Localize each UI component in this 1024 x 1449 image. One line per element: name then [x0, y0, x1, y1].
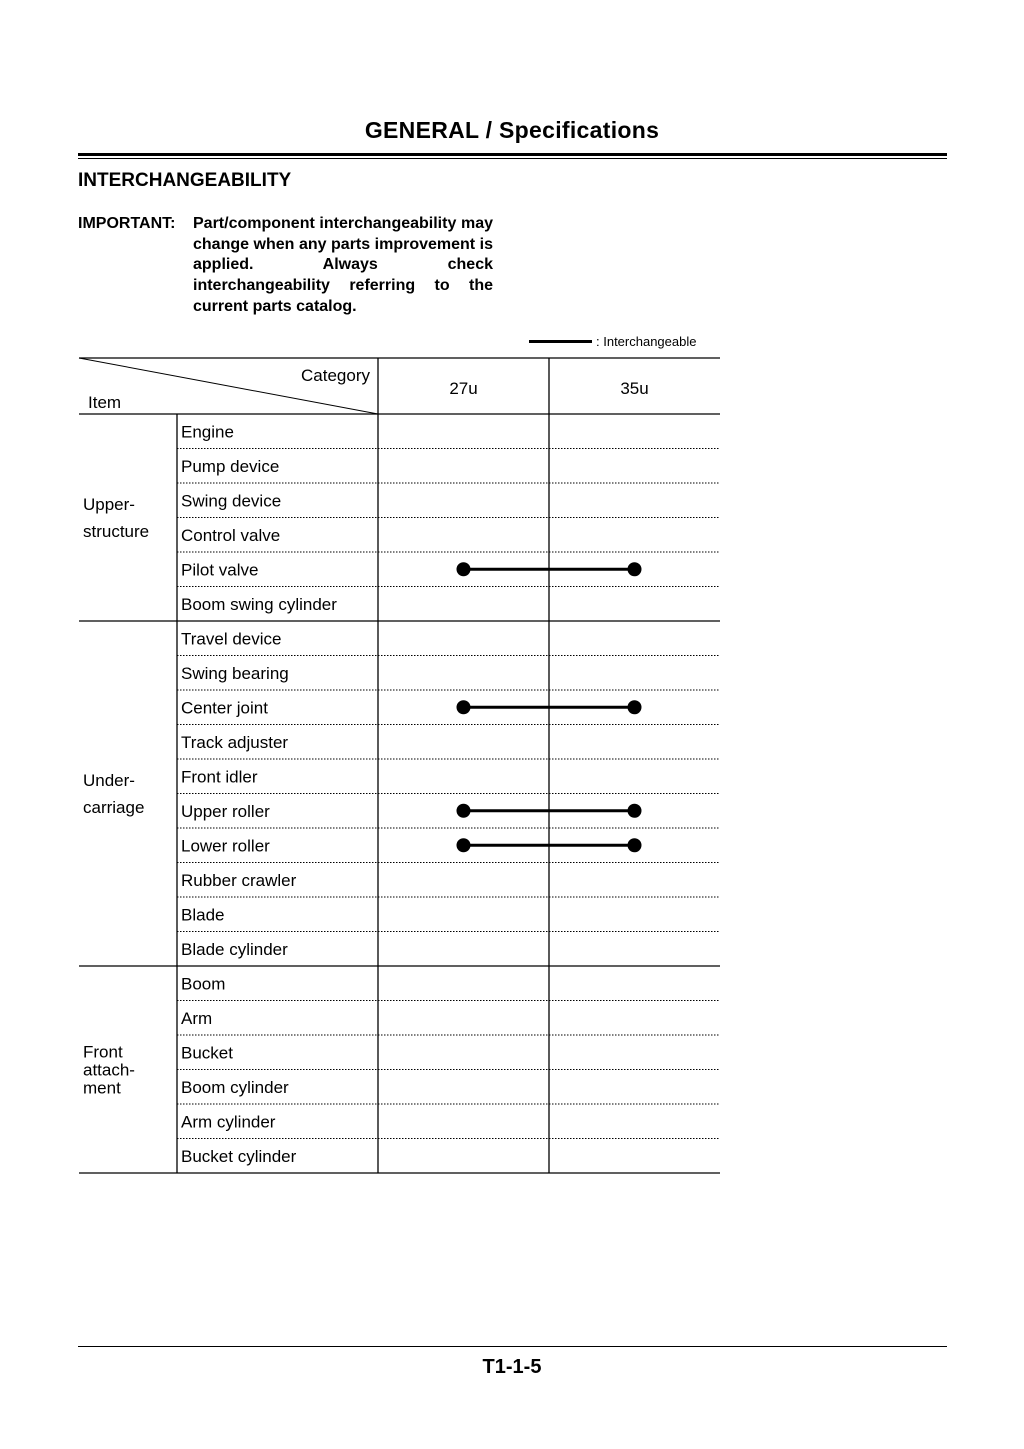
page-header-title: GENERAL / Specifications	[364, 117, 660, 143]
interchangeable-dot	[628, 562, 642, 576]
table-row-item: Boom swing cylinder	[181, 594, 337, 614]
table-row-item: Boom cylinder	[181, 1077, 289, 1097]
interchangeable-dot	[457, 804, 471, 818]
table-row-item: Pilot valve	[181, 560, 259, 580]
table-row-item: Engine	[181, 422, 234, 442]
footer-rule	[78, 1346, 947, 1347]
interchangeable-dot	[457, 700, 471, 714]
section-heading: INTERCHANGEABILITY	[78, 170, 292, 191]
corner-category-label: Category	[301, 366, 370, 385]
table-row-item: Blade	[181, 905, 225, 925]
table-row-item: Swing bearing	[181, 663, 289, 683]
group-label-line: carriage	[83, 798, 145, 817]
group-label-line: structure	[83, 522, 150, 541]
table-row-item: Bucket cylinder	[181, 1146, 297, 1166]
table-row-item: Boom	[181, 974, 226, 994]
interchangeable-dot	[457, 562, 471, 576]
table-row-item: Pump device	[181, 456, 280, 476]
group-label-line: Front	[83, 1042, 123, 1062]
table-row-item: Blade cylinder	[181, 939, 288, 959]
important-note: Part/component interchangeability may change when any parts improvement is applied. Always check interchangeability referring to the current parts catalog.	[193, 215, 493, 315]
table-row-item: Track adjuster	[181, 732, 289, 752]
table-row-item: Swing device	[181, 491, 282, 511]
table-row-item: Upper roller	[181, 801, 270, 821]
group-label-line: Upper-	[83, 495, 135, 514]
corner-item-label: Item	[88, 393, 122, 412]
table-row-item: Arm	[181, 1008, 213, 1028]
interchangeable-dot	[628, 804, 642, 818]
table-row-item: Rubber crawler	[181, 870, 297, 890]
group-label-line: ment	[83, 1078, 121, 1098]
table-row-item: Arm cylinder	[181, 1112, 276, 1132]
table-row-item: Lower roller	[181, 836, 270, 856]
table-row-item: Bucket	[181, 1043, 233, 1063]
interchangeable-dot	[628, 700, 642, 714]
group-label-line: attach-	[83, 1060, 135, 1080]
legend-label: : Interchangeable	[596, 334, 697, 349]
interchangeable-dot	[628, 838, 642, 852]
column-header-35u: 35u	[620, 379, 649, 398]
table-row-item: Control valve	[181, 525, 281, 545]
group-label-line: Under-	[83, 771, 135, 790]
table-row-item: Center joint	[181, 698, 268, 718]
table-row-item: Front idler	[181, 767, 258, 787]
column-header-27u: 27u	[449, 379, 478, 398]
table-row-item: Travel device	[181, 629, 282, 649]
important-label: IMPORTANT:	[78, 215, 176, 232]
page-number: T1-1-5	[482, 1356, 542, 1378]
interchangeable-dot	[457, 838, 471, 852]
